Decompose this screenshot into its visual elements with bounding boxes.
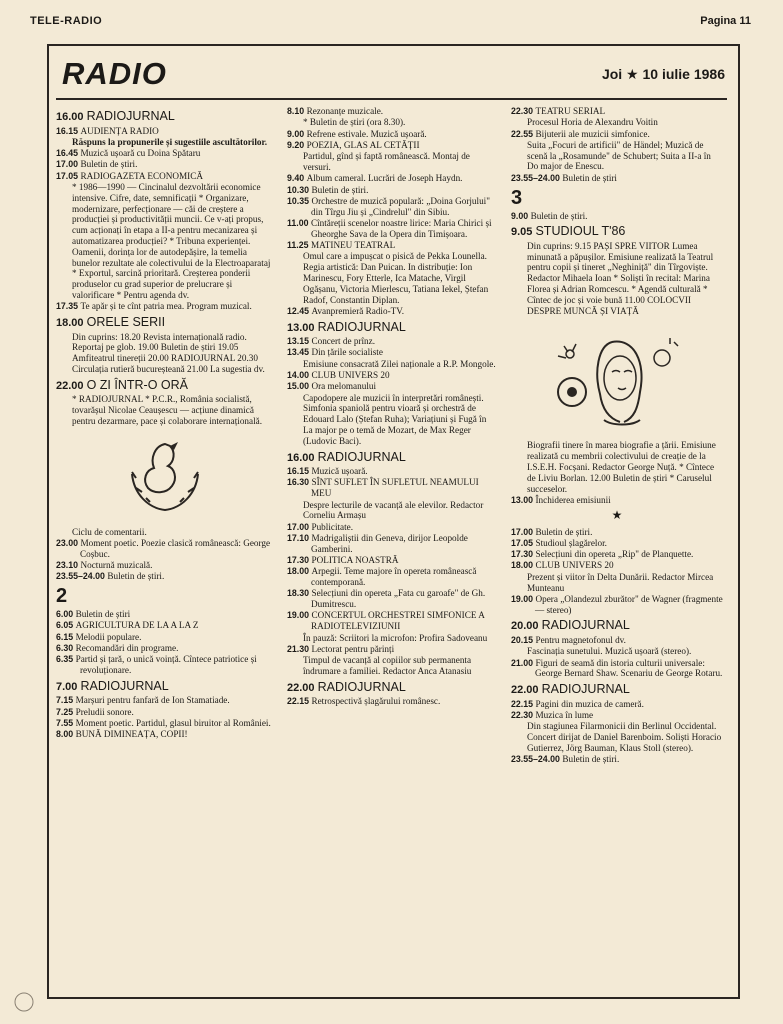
entry-time: 9.40 <box>287 173 307 184</box>
entry-time: 16.15 <box>287 466 312 477</box>
entry-description: Despre lecturile de vacanță ale elevilor. Redactor Corneliu Armașu <box>303 499 484 521</box>
entry-title: Concert de prînz. <box>311 336 375 347</box>
entry-title: O ZI ÎNTR-O ORĂ <box>86 377 188 392</box>
entry-time: 17.30 <box>511 549 536 560</box>
entry-title: Partid și țară, o unică voință. Cîntece patriotice și revoluționare. <box>75 654 257 676</box>
entry-title: Madrigaliștii din Geneva, dirijor Leopolde Gamberini. <box>311 532 468 554</box>
program-entry <box>511 560 723 571</box>
program-entry <box>511 527 723 538</box>
entry-time: 16.15 <box>56 125 81 136</box>
entry-title: Muzica în lume <box>535 709 594 720</box>
issue-date: Joi ★ 10 iulie 1986 <box>601 66 725 82</box>
entry-time: 7.00 <box>56 680 81 693</box>
entry-time: 10.30 <box>287 184 312 195</box>
entry-time: 13.45 <box>287 347 312 358</box>
program-entry <box>511 129 723 140</box>
entry-title: Buletin de știri. <box>535 526 593 537</box>
entry-time: 22.30 <box>511 106 536 116</box>
entry-description: Suita „Focuri de artificii" de Händel; Muzică de scenă la „Rosamunde" de Schubert; Suita a II-a în Do major de Enescu. <box>527 139 711 172</box>
entry-time: 18.00 <box>56 317 87 330</box>
program-entry <box>287 644 497 655</box>
entry-title: Opera „Olandezul zburător" de Wagner (fragmente — stereo) <box>535 593 723 615</box>
entry-time: 21.30 <box>287 643 312 654</box>
entry-description: În pauză: Scriitori la microfon: Profira Sadoveanu <box>303 632 488 643</box>
entry-time: 11.00 <box>287 217 311 228</box>
entry-title: RADIOGAZETA ECONOMICĂ <box>80 170 203 181</box>
page-number: Pagina 11 <box>700 15 751 27</box>
entry-title: AGRICULTURA DE LA A LA Z <box>75 620 199 631</box>
entry-time: 17.35 <box>56 301 81 312</box>
dove-illustration <box>56 433 274 521</box>
page-header <box>26 15 757 31</box>
star-separator-icon: ★ <box>611 507 623 522</box>
title-divider <box>56 98 727 100</box>
program-entry <box>56 620 274 631</box>
program-entry <box>511 710 723 721</box>
program-entry <box>287 566 497 588</box>
program-entry <box>56 301 274 312</box>
entry-time: 23.55–24.00 <box>511 754 563 765</box>
program-entry <box>56 171 274 182</box>
column-2 <box>287 106 497 708</box>
entry-title: Moment poetic. Partidul, glasul biruitor al României. <box>75 717 271 728</box>
entry-title: ORELE SERII <box>86 315 166 330</box>
entry-title: Moment poetic. Poezie clasică românească: George Coșbuc. <box>80 537 271 559</box>
corner-mark-icon <box>12 990 36 1014</box>
program-entry <box>511 538 723 549</box>
entry-title: RADIOJURNAL <box>317 679 406 694</box>
program-entry <box>287 477 497 499</box>
entry-time: 17.10 <box>287 532 312 543</box>
entry-title: Studioul șlagărelor. <box>535 537 607 548</box>
entry-description: Omul care a impușcat o pisică de Pekka Lounella. Regia artistică: Dan Puican. In distribuție: Ion Marinescu, Fory Etterle, Ica Matache, Virgil Ogășanu, Victoria Mierlescu, Tatiana Iekel, Ștefan Radof, Constantin Diplan. <box>303 251 489 305</box>
girl-illustration <box>511 320 723 436</box>
entry-title: RADIOJURNAL <box>317 319 406 334</box>
column-3 <box>511 106 723 765</box>
entry-title: Recomandări din programe. <box>75 643 179 653</box>
entry-title: STUDIOUL T'86 <box>535 224 626 239</box>
program-entry <box>511 594 723 616</box>
entry-time: 22.30 <box>511 709 536 720</box>
program-entry <box>56 560 274 571</box>
entry-time: 19.00 <box>287 610 312 621</box>
entry-time: 14.00 <box>287 370 312 381</box>
entry-time: 10.35 <box>287 195 312 206</box>
entry-time: 9.00 <box>287 128 307 139</box>
program-entry <box>287 588 497 610</box>
entry-title: RADIOJURNAL <box>541 618 630 633</box>
entry-title: SÎNT SUFLET ÎN SUFLETUL NEAMULUI MEU <box>311 477 479 499</box>
program-entry <box>511 754 723 765</box>
program-entry <box>56 378 274 394</box>
program-entry <box>56 718 274 729</box>
entry-title: Nocturnă muzicală. <box>80 560 153 571</box>
entry-time: 6.05 <box>56 620 76 631</box>
entry-time: 19.00 <box>511 593 536 604</box>
entry-title: CLUB UNIVERS 20 <box>311 370 390 381</box>
entry-time: 7.15 <box>56 695 76 706</box>
entry-title: Arpegii. Teme majore în opereta românească contemporană. <box>311 566 477 588</box>
program-entry <box>287 140 497 151</box>
entry-title: Cîntăreții scenelor noastre lirice: Maria Chirici și Gheorghe Sava de la Opera din Timișoara. <box>310 217 492 239</box>
program-entry <box>287 185 497 196</box>
entry-title: Buletin de știri. <box>530 210 588 221</box>
entry-time: 22.15 <box>511 698 536 709</box>
program-entry <box>511 224 723 240</box>
entry-time: 16.00 <box>56 111 87 123</box>
program-entry <box>511 495 723 506</box>
program-entry <box>56 538 274 560</box>
entry-title: TEATRU SERIAL <box>535 106 606 116</box>
entry-time: 6.35 <box>56 654 76 665</box>
entry-title: BUNĂ DIMINEAȚA, COPII! <box>75 729 188 740</box>
entry-time: 7.55 <box>56 717 76 728</box>
entry-description: Capodopere ale muzicii în interpretări românești. Simfonia spaniolă pentru vioară și orchestră de Edouard Lalo (Ștefan Ruha); Variațiuni și Fugă în La major pe o temă de Mozart, de Max Reger (Ludovic Baci). <box>303 392 487 446</box>
program-entry <box>287 696 497 707</box>
program-entry <box>287 450 497 466</box>
entry-title: Buletin de știri. <box>107 571 165 582</box>
entry-time: 17.00 <box>511 526 536 537</box>
entry-title: Album cameral. Lucrări de Joseph Haydn. <box>306 173 463 184</box>
entry-description: * RADIOJURNAL * P.C.R., România socialistă, tovarășul Nicolae Ceaușescu — acțiune dinamică pentru dezarmare, pace și colaborare internațională. <box>72 394 263 426</box>
program-entry <box>287 218 497 240</box>
entry-time: 17.05 <box>56 170 81 181</box>
entry-time: 21.00 <box>511 657 536 668</box>
entry-time: 16.00 <box>287 451 318 464</box>
entry-time: 6.15 <box>56 631 76 642</box>
entry-title: Buletin de știri. <box>311 184 369 195</box>
entry-title: Orchestre de muzică populară: „Doina Gorjului" din Tîrgu Jiu și „Cindrelul" din Sibiu. <box>311 195 490 217</box>
program-entry <box>56 643 274 654</box>
column-1 <box>56 106 274 741</box>
entry-title: Preludii sonore. <box>75 706 134 717</box>
program-entry <box>287 370 497 381</box>
entry-time: 17.00 <box>287 521 312 532</box>
entry-time: 11.25 <box>287 240 311 251</box>
entry-description: Din cuprins: 9.15 PAȘI SPRE VIITOR Lumea minunată a păpușilor. Emisiune realizată la Teatrul pentru copii și tineret „Neghiniță" din Tîrgoviște. Redactor Mihaela Ioan * Soliști în recital: Marina Florea și Adrian Romcescu. * Agendă culturală * Cîntec de joc și voie bună 11.00 COLOCVII DESPRE MUNCĂ ȘI VIAȚĂ <box>527 240 714 316</box>
program-entry <box>287 173 497 184</box>
entry-time: 22.55 <box>511 128 536 139</box>
entry-description: Timpul de vacanță al copiilor sub permanenta îndrumare a familiei. Redactor Anca Atanasiu <box>303 655 472 676</box>
entry-title: Marșuri pentru fanfară de Ion Stamatiade. <box>75 695 230 706</box>
program-entry <box>287 466 497 477</box>
program-entry <box>287 306 497 317</box>
program-entry <box>511 173 723 184</box>
program-entry <box>287 106 497 117</box>
entry-time: 23.55–24.00 <box>56 571 108 582</box>
entry-description: Emisiune consacrată Zilei naționale a R.P. Mongole. <box>303 358 496 369</box>
entry-description: Biografii tinere în marea biografie a țării. Emisiune realizată cu membrii colectivului de creație de la I.S.E.H. Focșani. Redactor George Nuță. * Cîntece de Liviu Borlan. 12.00 Buletin de știri * Caruselul succeselor. <box>527 440 716 494</box>
entry-time: 13.00 <box>511 494 536 505</box>
program-entry <box>56 707 274 718</box>
dove-emblem-icon <box>120 434 210 520</box>
entry-title: Te apăr și te cînt patria mea. Program muzical. <box>80 301 252 312</box>
entry-description: Din cuprins: 18.20 Revista internațională radio. Reportaj pe glob. 19.00 Buletin de știri 19.05 Amfiteatrul tinereții 20.00 RADIOJURNAL 20.30 Circulația rutieră bucureșteană 21.00 La sugestia dv. <box>72 331 265 374</box>
entry-title: RADIOJURNAL <box>317 449 406 464</box>
entry-time: 16.45 <box>56 148 81 159</box>
entry-title: POLITICA NOASTRĂ <box>311 554 399 565</box>
entry-title: RADIOJURNAL <box>80 678 169 693</box>
entry-time: 22.15 <box>287 696 312 707</box>
entry-title: Buletin de știri <box>562 172 617 183</box>
entry-title: AUDIENȚA RADIO <box>80 125 159 136</box>
program-entry <box>56 679 274 695</box>
entry-title: Bijuterii ale muzicii simfonice. <box>535 128 650 139</box>
entry-title: Avanpremieră Radio-TV. <box>311 305 404 316</box>
entry-title: Rezonanțe muzicale. <box>306 106 384 116</box>
entry-time: 23.00 <box>56 537 81 548</box>
entry-time: 8.00 <box>56 729 76 740</box>
entry-title: CLUB UNIVERS 20 <box>535 560 614 571</box>
program-entry <box>56 729 274 740</box>
program-entry <box>287 129 497 140</box>
entry-description: * Buletin de știri (ora 8.30). <box>303 117 406 128</box>
program-entry <box>511 658 723 680</box>
program-entry <box>56 315 274 331</box>
entry-title: Pagini din muzica de cameră. <box>535 698 644 709</box>
program-entry <box>56 571 274 582</box>
entry-time: 8.10 <box>287 106 307 116</box>
program-entry <box>287 320 497 336</box>
program-entry <box>511 635 723 646</box>
program-entry <box>56 609 274 620</box>
entry-title: Selecțiuni din opereta „Fata cu garoafe" de Gh. Dumitrescu. <box>311 588 486 610</box>
program-entry <box>511 618 723 634</box>
day-number: 2 <box>56 585 68 608</box>
entry-title: Lectorat pentru părinți <box>311 643 395 654</box>
program-entry <box>56 695 274 706</box>
entry-time: 20.15 <box>511 634 536 645</box>
program-entry <box>56 654 274 676</box>
entry-title: Figuri de seamă din istoria culturii universale: George Bernard Shaw. Scenariu de George Rotaru. <box>535 657 723 679</box>
program-entry <box>287 347 497 358</box>
entry-title: Selecțiuni din opereta „Rip" de Planquette. <box>535 549 694 560</box>
entry-title: Muzică ușoară. <box>311 466 368 477</box>
entry-time: 17.30 <box>287 554 312 565</box>
entry-title: Buletin de știri. <box>562 754 620 765</box>
entry-title: Publicitate. <box>311 521 354 532</box>
program-entry <box>287 522 497 533</box>
entry-description: Din stagiunea Filarmonicii din Berlinul Occidental. Concert dirijat de Daniel Barenboim. Soliști Horacio Gutierrez, Jörg Bauman, Klaus Stoll (stereo). <box>527 721 722 753</box>
entry-time: 20.00 <box>511 620 542 633</box>
entry-title: Refrene estivale. Muzică ușoară. <box>306 128 427 139</box>
entry-title: Retrospectivă șlagărului românesc. <box>311 696 441 707</box>
entry-time: 9.05 <box>511 226 536 239</box>
entry-time: 13.00 <box>287 321 318 334</box>
entry-time: 9.20 <box>287 139 307 150</box>
program-entry <box>511 211 723 222</box>
program-entry <box>511 549 723 560</box>
entry-title: Pentru magnetofonul dv. <box>535 634 626 645</box>
entry-title: Melodii populare. <box>75 631 142 642</box>
program-entry <box>56 126 274 137</box>
entry-time: 23.55–24.00 <box>511 172 563 183</box>
entry-time: 16.30 <box>287 477 312 488</box>
entry-time: 17.00 <box>56 159 81 170</box>
program-entry <box>56 632 274 643</box>
entry-title: RADIOJURNAL <box>541 682 630 697</box>
entry-time: 12.45 <box>287 305 312 316</box>
program-entry <box>56 148 274 159</box>
program-entry <box>511 106 723 117</box>
entry-description: Prezent și viitor în Delta Dunării. Redactor Mircea Munteanu <box>527 571 714 593</box>
program-entry <box>287 381 497 392</box>
program-entry <box>287 336 497 347</box>
entry-time: 7.25 <box>56 706 76 717</box>
entry-time: 9.00 <box>511 210 531 221</box>
entry-title: POEZIA, GLAS AL CETĂȚII <box>306 139 420 150</box>
entry-time: 18.00 <box>287 566 312 577</box>
entry-description: Răspuns la propunerile și sugestiile ascultătorilor. <box>72 136 267 147</box>
girl-with-flowers-icon <box>542 322 692 434</box>
publication-name: TELE-RADIO <box>30 15 103 27</box>
entry-title: MATINEU TEATRAL <box>310 240 396 251</box>
entry-description: Fascinația sunetului. Muzică ușoară (stereo). <box>527 646 692 657</box>
entry-description: * 1986—1990 — Cincinalul dezvoltării economice intensive. Cifre, date, semnificații * Organizare, modernizare, perfecționare — căi de creștere a producției și productivității muncii. Ce v-ați propus, cum acționați în etapa a II-a pentru mecanizarea și automatizarea producției? * Tribuna experienței. Oamenii, dorința lor de autodepășire, la temelia bunelor rezultate ale colectivului de la Electroaparataj * Exportul, sarcină prioritară. Creșterea ponderii produselor cu grad superior de prelucrare și valorificare * Pentru agenda dv. <box>72 181 271 300</box>
program-entry <box>511 699 723 710</box>
section-title: RADIO <box>62 56 167 91</box>
entry-time: 13.15 <box>287 336 312 347</box>
entry-title: Închiderea emisiunii <box>535 494 611 505</box>
entry-time: 22.00 <box>511 684 542 697</box>
entry-time: 6.30 <box>56 643 76 653</box>
entry-time: 22.00 <box>287 681 318 694</box>
program-entry <box>56 159 274 170</box>
entry-time: 18.00 <box>511 560 536 571</box>
entry-title: CONCERTUL ORCHESTREI SIMFONICE A RADIOTELEVIZIUNII <box>311 610 485 632</box>
entry-title: Din țările socialiste <box>311 347 383 358</box>
entry-title: Buletin de știri. <box>80 159 138 170</box>
day-number: 3 <box>511 186 523 209</box>
program-entry <box>287 555 497 566</box>
entry-title: Ora melomanului <box>311 381 377 392</box>
program-entry <box>287 610 497 632</box>
entry-time: 17.05 <box>511 537 536 548</box>
entry-title: Buletin de știri <box>75 609 131 620</box>
program-entry <box>287 196 497 218</box>
entry-description: Procesul Horia de Alexandru Voitin <box>527 117 658 128</box>
entry-description: Ciclu de comentarii. <box>72 526 147 537</box>
program-entry <box>511 682 723 698</box>
entry-time: 18.30 <box>287 588 312 599</box>
entry-description: Partidul, gînd și faptă românească. Montaj de versuri. <box>303 151 470 172</box>
entry-time: 15.00 <box>287 381 312 392</box>
entry-time: 6.00 <box>56 609 76 620</box>
entry-time: 23.10 <box>56 560 81 571</box>
program-entry <box>287 240 497 251</box>
program-entry <box>287 533 497 555</box>
entry-time: 22.00 <box>56 379 87 392</box>
entry-title: Muzică ușoară cu Doina Spătaru <box>80 148 201 159</box>
program-entry <box>287 680 497 696</box>
program-entry <box>56 109 274 125</box>
entry-title: RADIOJURNAL <box>86 109 175 123</box>
